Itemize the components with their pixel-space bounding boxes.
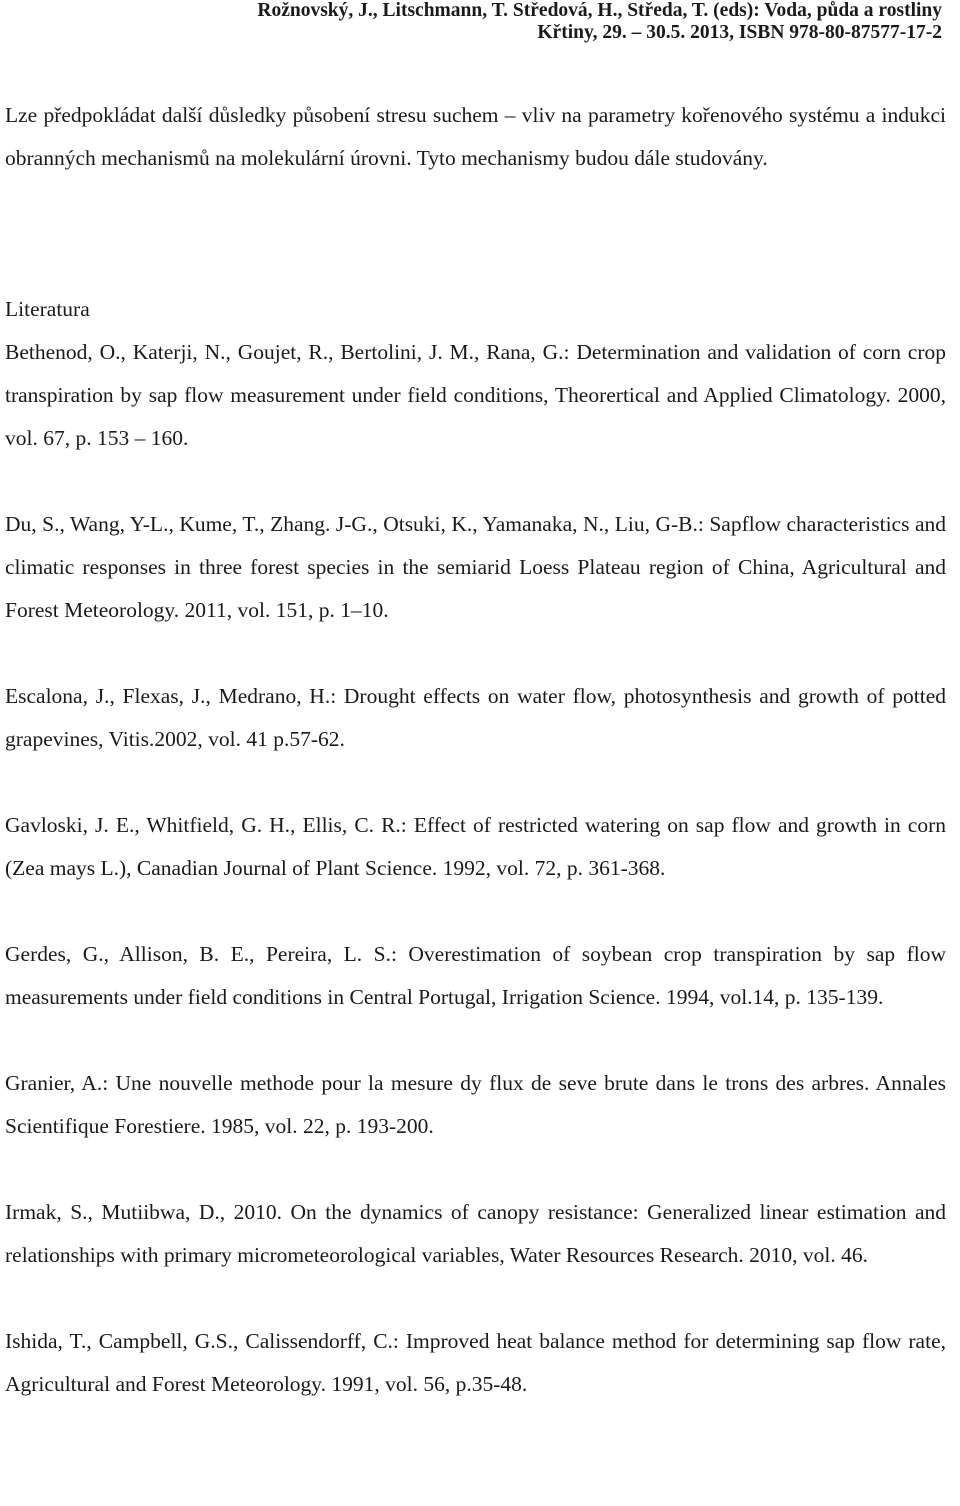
reference-item: Gavloski, J. E., Whitfield, G. H., Ellis, C. R.: Effect of restricted watering on sap flow and growth in corn (Zea mays L.), Canadian Journal of Plant Science. 1992, vol. 72, p. 361-368. — [5, 813, 946, 880]
reference-item: Bethenod, O., Katerji, N., Goujet, R., Bertolini, J. M., Rana, G.: Determination and validation of corn crop transpiration by sap flow measurement under field conditions, Theorertical and Applied Climatology. 2000, vol. 67, p. 153 – 160. — [5, 340, 946, 450]
reference-item: Du, S., Wang, Y-L., Kume, T., Zhang. J-G., Otsuki, K., Yamanaka, N., Liu, G-B.: Sapflow characteristics and climatic responses in three forest species in the semiarid Loess Plateau region of China, Agricultural and Forest Meteorology. 2011, vol. 151, p. 1–10. — [5, 512, 946, 622]
header-conference: Křtiny, 29. – 30.5. 2013, ISBN 978-80-87577-17-2 — [537, 22, 942, 43]
literature-heading: Literatura — [5, 297, 90, 321]
reference-list — [5, 331, 946, 1406]
page-header — [42, 0, 942, 44]
intro-paragraph: Lze předpokládat další důsledky působení stresu suchem – vliv na parametry kořenového systému a indukci obranných mechanismů na molekulární úrovni. Tyto mechanismy budou dále studovány. — [5, 103, 946, 170]
document-body — [5, 94, 946, 1406]
reference-item: Gerdes, G., Allison, B. E., Pereira, L. S.: Overestimation of soybean crop transpiration by sap flow measurements under field conditions in Central Portugal, Irrigation Science. 1994, vol.14, p. 135-139. — [5, 942, 946, 1009]
reference-item: Ishida, T., Campbell, G.S., Calissendorff, C.: Improved heat balance method for determining sap flow rate, Agricultural and Forest Meteorology. 1991, vol. 56, p.35-48. — [5, 1329, 946, 1396]
reference-item: Granier, A.: Une nouvelle methode pour la mesure dy flux de seve brute dans le trons des arbres. Annales Scientifique Forestiere. 1985, vol. 22, p. 193-200. — [5, 1071, 946, 1138]
header-citation: Rožnovský, J., Litschmann, T. Středová, H., Středa, T. (eds): Voda, půda a rostliny — [257, 0, 942, 21]
reference-item: Escalona, J., Flexas, J., Medrano, H.: Drought effects on water flow, photosynthesis and growth of potted grapevines, Vitis.2002, vol. 41 p.57-62. — [5, 684, 946, 751]
reference-item: Irmak, S., Mutiibwa, D., 2010. On the dynamics of canopy resistance: Generalized linear estimation and relationships with primary micrometeorological variables, Water Resources Research. 2010, vol. 46. — [5, 1200, 946, 1267]
